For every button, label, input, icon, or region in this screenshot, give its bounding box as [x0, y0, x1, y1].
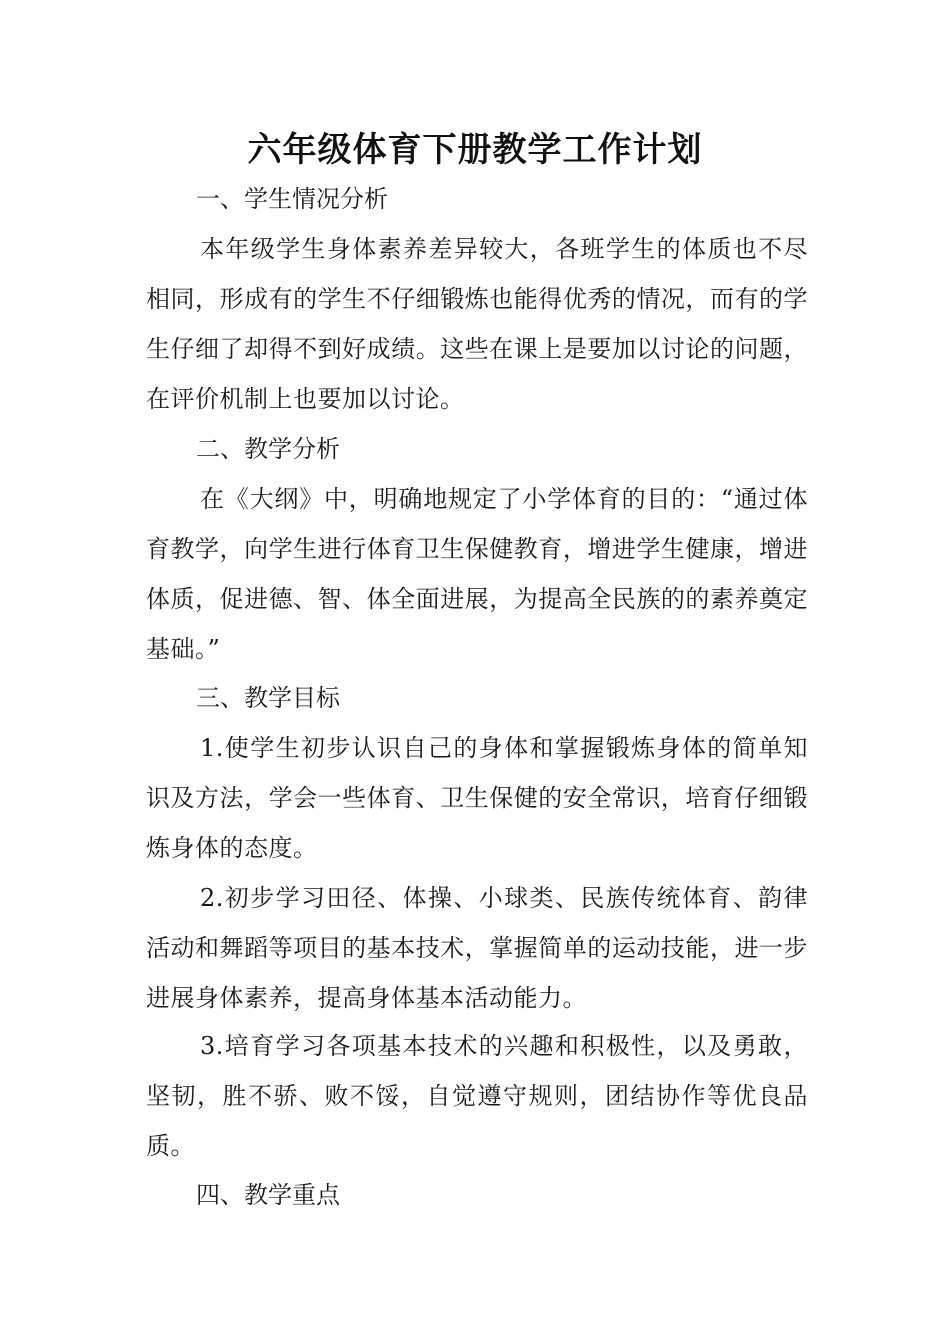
paragraph-goal-1: 1.使学生初步认识自己的身体和掌握锻炼身体的简单知识及方法，学会一些体育、卫生保健的安全常识，培育仔细锻炼身体的态度。 — [146, 734, 808, 862]
paragraph-goal-2: 2.初步学习田径、体操、小球类、民族传统体育、韵律活动和舞蹈等项目的基本技术，掌握简单的运动技能，进一步进展身体素养，提高身体基本活动能力。 — [146, 884, 808, 1012]
section-heading-student-analysis: 一、学生情况分析 — [196, 185, 388, 213]
section-heading-teaching-focus: 四、教学重点 — [196, 1181, 340, 1209]
section-heading-teaching-goals: 三、教学目标 — [196, 684, 340, 712]
document-title: 六年级体育下册教学工作计划 — [247, 130, 703, 170]
paragraph-student-analysis: 本年级学生身体素养差异较大，各班学生的体质也不尽相同，形成有的学生不仔细锻炼也能得优秀的情况，而有的学生仔细了却得不到好成绩。这些在课上是要加以讨论的问题，在评价机制上也要加以讨论。 — [146, 235, 808, 413]
paragraph-teaching-analysis: 在《大纲》中，明确地规定了小学体育的目的：“通过体育教学，向学生进行体育卫生保健教育，增进学生健康，增进体质，促进德、智、体全面进展，为提高全民族的的素养奠定基础。” — [146, 485, 808, 663]
paragraph-goal-3: 3.培育学习各项基本技术的兴趣和积极性，以及勇敢，坚韧，胜不骄、败不馁，自觉遵守规则，团结协作等优良品质。 — [146, 1032, 808, 1160]
section-heading-teaching-analysis: 二、教学分析 — [196, 435, 340, 463]
